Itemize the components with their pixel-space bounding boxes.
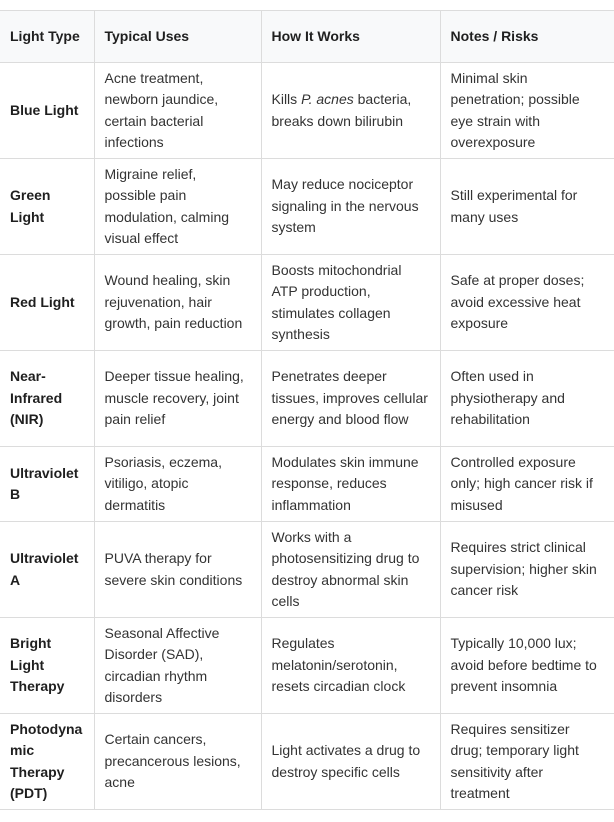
uses-cell: Migraine relief, possible pain modulation, calming visual effect: [94, 159, 261, 255]
header-typical-uses: Typical Uses: [94, 11, 261, 63]
how-text: Kills: [271, 91, 302, 107]
light-type-cell: Ultraviolet A: [0, 522, 94, 618]
how-text: bacteria, breaks down bilirubin: [271, 91, 412, 129]
light-type-cell: Red Light: [0, 255, 94, 351]
table-header: [0, 11, 614, 63]
table-row: [0, 447, 614, 522]
how-cell: May reduce nociceptor signaling in the nervous system: [261, 159, 440, 255]
notes-cell: Still experimental for many uses: [440, 159, 614, 255]
light-type-cell: Blue Light: [0, 63, 94, 159]
header-light-type: Light Type: [0, 11, 94, 63]
light-type-cell: Near-Infrared (NIR): [0, 351, 94, 447]
table-row: [0, 618, 614, 714]
notes-cell: Often used in physiotherapy and rehabilitation: [440, 351, 614, 447]
uses-cell: PUVA therapy for severe skin conditions: [94, 522, 261, 618]
how-cell: Modulates skin immune response, reduces inflammation: [261, 447, 440, 522]
light-type-cell: Green Light: [0, 159, 94, 255]
notes-cell: Requires sensitizer drug; temporary light sensitivity after treatment: [440, 714, 614, 810]
uses-cell: Acne treatment, newborn jaundice, certain bacterial infections: [94, 63, 261, 159]
table-row: [0, 63, 614, 159]
uses-cell: Deeper tissue healing, muscle recovery, joint pain relief: [94, 351, 261, 447]
how-cell: Regulates melatonin/serotonin, resets circadian clock: [261, 618, 440, 714]
uses-cell: Seasonal Affective Disorder (SAD), circadian rhythm disorders: [94, 618, 261, 714]
uses-cell: Psoriasis, eczema, vitiligo, atopic dermatitis: [94, 447, 261, 522]
notes-cell: Controlled exposure only; high cancer risk if misused: [440, 447, 614, 522]
notes-cell: Typically 10,000 lux; avoid before bedtime to prevent insomnia: [440, 618, 614, 714]
table-row: [0, 255, 614, 351]
table-row: [0, 522, 614, 618]
notes-cell: Minimal skin penetration; possible eye strain with overexposure: [440, 63, 614, 159]
table-row: [0, 159, 614, 255]
header-notes-risks: Notes / Risks: [440, 11, 614, 63]
light-type-cell: Ultraviolet B: [0, 447, 94, 522]
table-row: [0, 351, 614, 447]
how-cell: Penetrates deeper tissues, improves cellular energy and blood flow: [261, 351, 440, 447]
header-how-it-works: How It Works: [261, 11, 440, 63]
table-body: [0, 63, 614, 810]
how-cell: Works with a photosensitizing drug to destroy abnormal skin cells: [261, 522, 440, 618]
light-type-cell: Photodynamic Therapy (PDT): [0, 714, 94, 810]
uses-cell: Wound healing, skin rejuvenation, hair growth, pain reduction: [94, 255, 261, 351]
header-row: [0, 11, 614, 63]
how-cell: Light activates a drug to destroy specific cells: [261, 714, 440, 810]
light-therapy-table: [0, 10, 614, 810]
how-cell: Boosts mitochondrial ATP production, stimulates collagen synthesis: [261, 255, 440, 351]
how-cell: [261, 63, 440, 159]
notes-cell: Safe at proper doses; avoid excessive heat exposure: [440, 255, 614, 351]
bacteria-name: P. acnes: [301, 91, 354, 107]
light-type-cell: Bright Light Therapy: [0, 618, 94, 714]
notes-cell: Requires strict clinical supervision; higher skin cancer risk: [440, 522, 614, 618]
table-row: [0, 714, 614, 810]
uses-cell: Certain cancers, precancerous lesions, acne: [94, 714, 261, 810]
